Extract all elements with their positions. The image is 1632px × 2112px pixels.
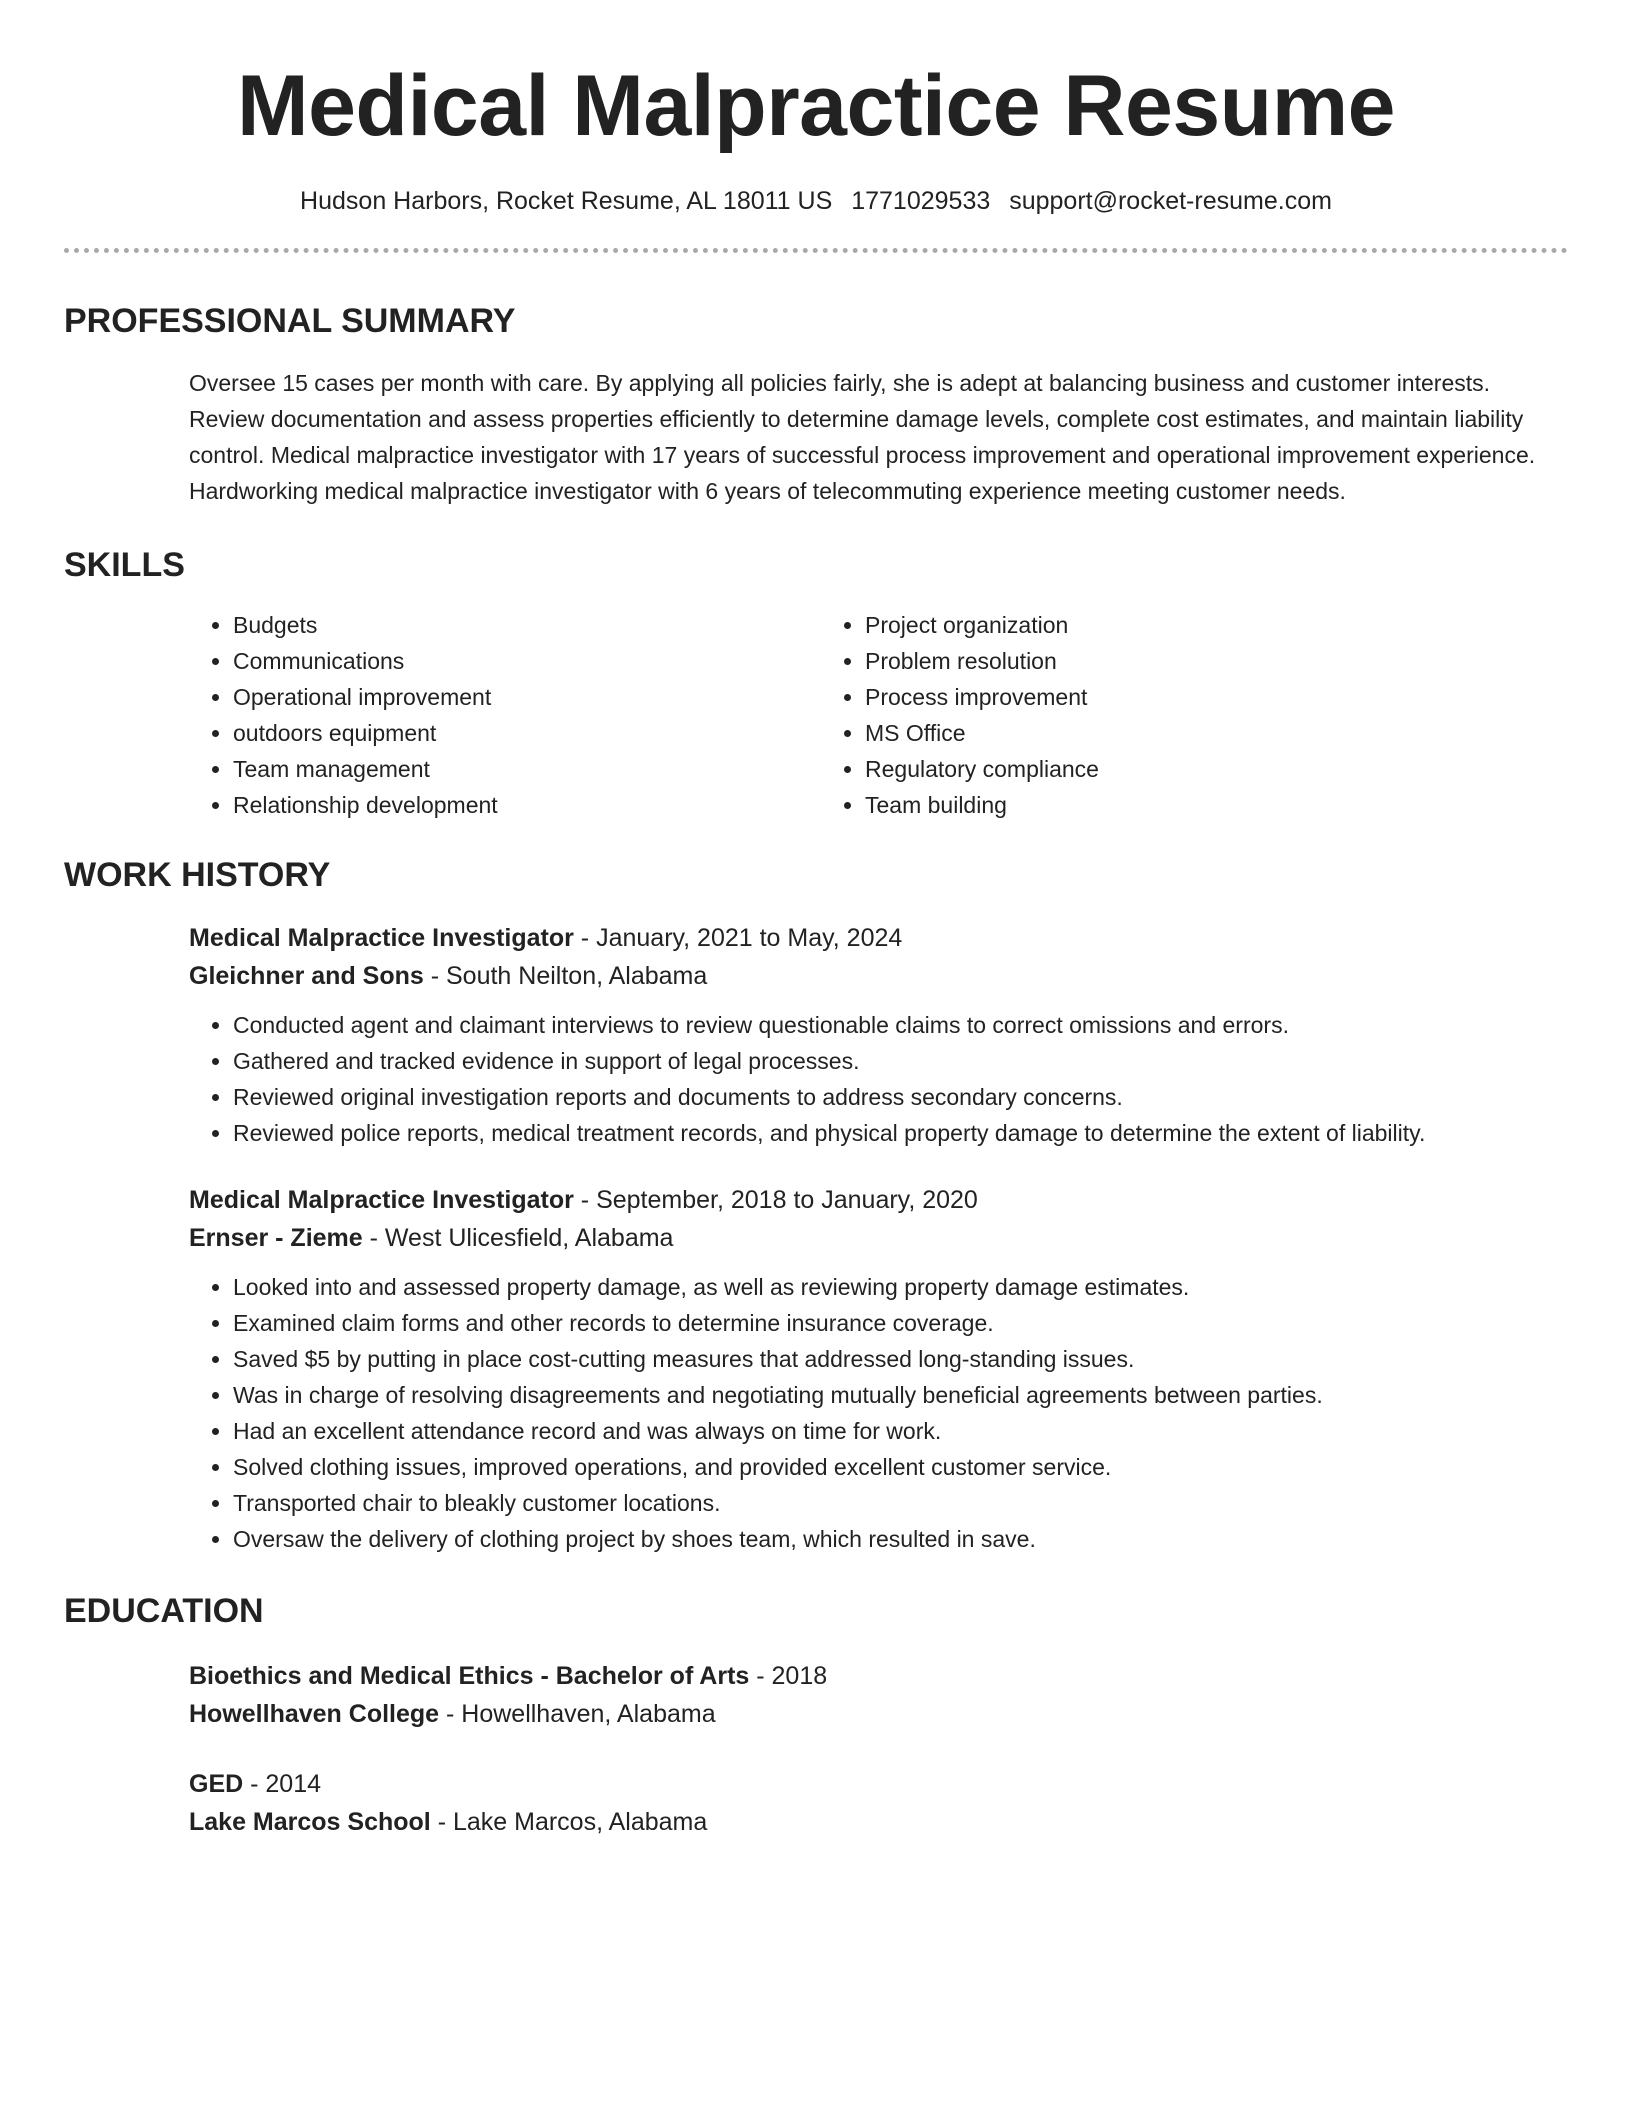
- skill-item: • Communications: [233, 643, 821, 679]
- edu-location: - Lake Marcos, Alabama: [430, 1808, 708, 1836]
- skills-column-right: [821, 607, 1453, 823]
- edu-degree-line: [189, 1765, 1568, 1803]
- job-company: Ernser - Zieme: [189, 1224, 363, 1252]
- job-bullet: • Had an excellent attendance record and was always on time for work.: [233, 1413, 1568, 1449]
- summary-heading: PROFESSIONAL SUMMARY: [64, 302, 516, 340]
- contact-phone: 1771029533: [851, 187, 991, 215]
- job-bullet: • Examined claim forms and other records to determine insurance coverage.: [233, 1305, 1568, 1341]
- edu-year: - 2014: [243, 1770, 322, 1798]
- job-location: - West Ulicesfield, Alabama: [362, 1224, 674, 1252]
- job-company-line: [189, 957, 1568, 995]
- skill-item: • Relationship development: [233, 787, 821, 823]
- skills-list: [189, 607, 1568, 823]
- education-heading: EDUCATION: [64, 1592, 264, 1630]
- skill-item: • MS Office: [865, 715, 1453, 751]
- edu-school: Howellhaven College: [189, 1700, 440, 1728]
- skills-column-left: [189, 607, 821, 823]
- skill-item: • Team building: [865, 787, 1453, 823]
- job-role: Medical Malpractice Investigator: [189, 1186, 574, 1214]
- job-bullet: • Gathered and tracked evidence in support of legal processes.: [233, 1043, 1568, 1079]
- contact-email: support@rocket-resume.com: [1009, 187, 1332, 215]
- job-bullet: • Oversaw the delivery of clothing project by shoes team, which resulted in save.: [233, 1521, 1568, 1557]
- skill-item: • Project organization: [865, 607, 1453, 643]
- job-bullet: • Looked into and assessed property damage, as well as reviewing property damage estimates.: [233, 1269, 1568, 1305]
- job-bullet: • Solved clothing issues, improved operations, and provided excellent customer service.: [233, 1449, 1568, 1485]
- contact-address: Hudson Harbors, Rocket Resume, AL 18011 US: [300, 187, 833, 215]
- contact-line: [64, 184, 1568, 218]
- job-bullet: • Reviewed police reports, medical treatment records, and physical property damage to determine the extent of liability.: [233, 1115, 1568, 1151]
- job-location: - South Neilton, Alabama: [423, 962, 708, 990]
- job-role: Medical Malpractice Investigator: [189, 924, 574, 952]
- edu-degree-line: [189, 1657, 1568, 1695]
- edu-year: - 2018: [749, 1662, 828, 1690]
- skills-heading: SKILLS: [64, 546, 185, 584]
- job-entry: [189, 1181, 1568, 1557]
- skill-item: • Process improvement: [865, 679, 1453, 715]
- job-bullets: [189, 1007, 1568, 1151]
- job-dates: - September, 2018 to January, 2020: [573, 1186, 978, 1214]
- skill-item: • Operational improvement: [233, 679, 821, 715]
- edu-school-line: [189, 1803, 1568, 1841]
- job-entry: [189, 919, 1568, 1151]
- job-dates: - January, 2021 to May, 2024: [573, 924, 903, 952]
- skill-item: • Regulatory compliance: [865, 751, 1453, 787]
- job-role-line: [189, 919, 1568, 957]
- skill-item: • Problem resolution: [865, 643, 1453, 679]
- job-bullet: • Was in charge of resolving disagreements and negotiating mutually beneficial agreements between parties.: [233, 1377, 1568, 1413]
- education-entry: [189, 1657, 1568, 1733]
- edu-school-line: [189, 1695, 1568, 1733]
- header-divider: [64, 248, 1568, 253]
- work-history-heading: WORK HISTORY: [64, 856, 331, 894]
- skill-item: • outdoors equipment: [233, 715, 821, 751]
- job-role-line: [189, 1181, 1568, 1219]
- skill-item: • Budgets: [233, 607, 821, 643]
- skill-item: • Team management: [233, 751, 821, 787]
- job-company-line: [189, 1219, 1568, 1257]
- edu-degree: GED: [189, 1770, 244, 1798]
- edu-school: Lake Marcos School: [189, 1808, 431, 1836]
- job-company: Gleichner and Sons: [189, 962, 424, 990]
- job-bullets: [189, 1269, 1568, 1557]
- job-bullet: • Transported chair to bleakly customer locations.: [233, 1485, 1568, 1521]
- resume-title: Medical Malpractice Resume: [236, 58, 1396, 154]
- education-entry: [189, 1765, 1568, 1841]
- edu-location: - Howellhaven, Alabama: [439, 1700, 716, 1728]
- edu-degree: Bioethics and Medical Ethics - Bachelor of Arts: [189, 1662, 750, 1690]
- job-bullet: • Reviewed original investigation reports and documents to address secondary concerns.: [233, 1079, 1568, 1115]
- job-bullet: • Conducted agent and claimant interviews to review questionable claims to correct omissions and errors.: [233, 1007, 1568, 1043]
- summary-text: Oversee 15 cases per month with care. By applying all policies fairly, she is adept at balancing business and customer interests. Review documentation and assess properties efficiently to determine damage levels, complete cost estimates, and maintain liability control. Medical malpractice investigator with 17 years of successful process improvement and operational improvement experience. Hardworking medical malpractice investigator with 6 years of telecommuting experience meeting customer needs.: [189, 370, 1536, 504]
- job-bullet: • Saved $5 by putting in place cost-cutting measures that addressed long-standing issues.: [233, 1341, 1568, 1377]
